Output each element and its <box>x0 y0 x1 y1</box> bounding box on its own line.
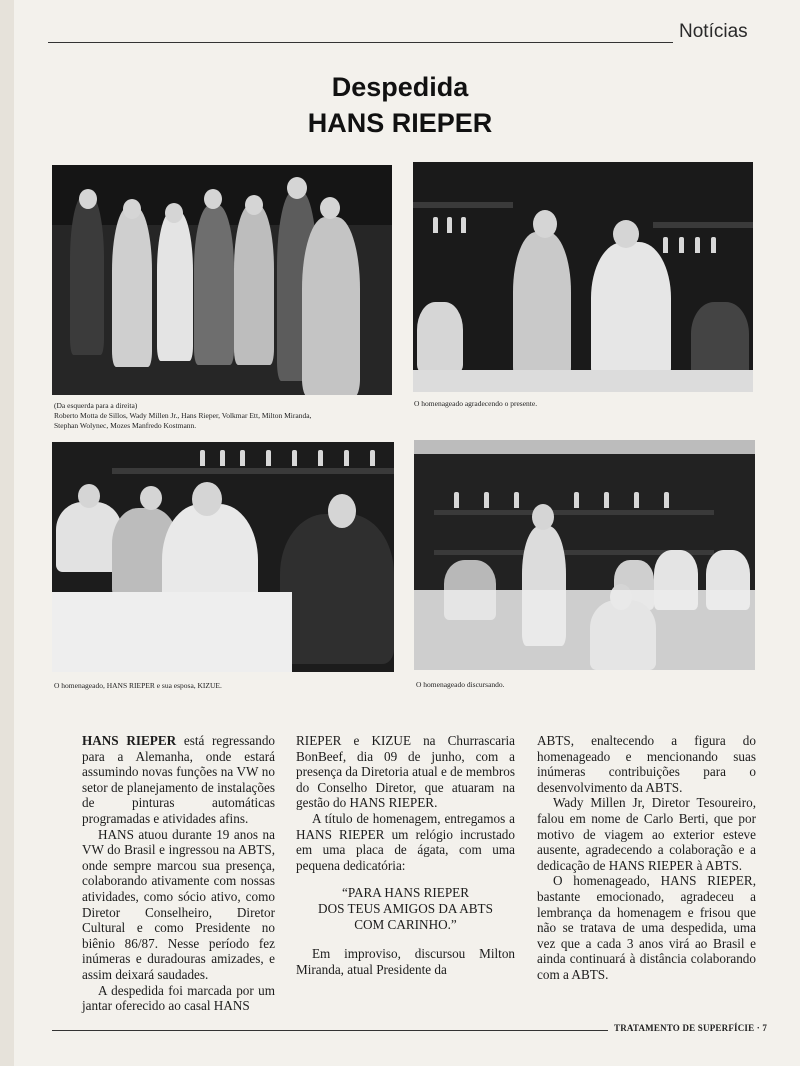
paragraph: HANS atuou durante 19 anos na VW do Brasil e ingressou na ABTS, onde sempre marcou sua presença, colaborando ativamente com nossas atividades, como sócio ativo, como Diretor Conselheiro, Diretor Cultural e como Presidente no biênio 86/87. Nesse período fez inúmeras e duradouras amizades, e assim deixará saudades. <box>82 826 275 982</box>
header-rule <box>48 42 673 43</box>
quote-line: DOS TEUS AMIGOS DA ABTS <box>318 900 493 916</box>
page-edge <box>0 0 14 1066</box>
article-column-3 <box>537 733 756 983</box>
footer-rule <box>52 1030 608 1031</box>
lead-name: HANS RIEPER <box>82 733 177 748</box>
photo-handshake <box>413 162 753 392</box>
paragraph: A título de homenagem, entregamos a HANS RIEPER um relógio incrustado em uma placa de ágata, com uma pequena dedicatória: <box>296 810 515 873</box>
photo-handshake-caption: O homenageado agradecendo o presente. <box>414 399 538 408</box>
paragraph-text: está regressando para a Alemanha, onde estará assumindo novas funções na VW no setor de planejamento de instalações de pinturas automáticas programadas e atividades afins. <box>82 733 276 826</box>
paragraph: RIEPER e KIZUE na Churrascaria BonBeef, dia 09 de junho, com a presença da Diretoria atual e de membros do Conselho Diretor, que atuaram na gestão do HANS RIEPER. <box>296 733 515 811</box>
page-footer: TRATAMENTO DE SUPERFÍCIE · 7 <box>614 1023 768 1033</box>
photo-couple <box>52 442 394 672</box>
quote-line: COM CARINHO.” <box>354 916 457 932</box>
article-column-2 <box>296 733 515 977</box>
section-label: Notícias <box>679 21 748 42</box>
photo-group <box>52 165 392 395</box>
photo-couple-caption: O homenageado, HANS RIEPER e sua esposa, KIZUE. <box>54 681 222 690</box>
caption-line: Stephan Wolynec, Mozes Manfredo Kostmann. <box>54 421 197 430</box>
photo-group-caption <box>54 401 394 431</box>
dedication-quote <box>296 885 515 932</box>
paragraph: A despedida foi marcada por um jantar oferecido ao casal HANS <box>82 982 275 1014</box>
article-title: Despedida <box>331 72 469 102</box>
caption-line: Roberto Motta de Sillos, Wady Millen Jr., Hans Rieper, Volkmar Ett, Milton Miranda, <box>54 411 312 420</box>
paragraph: Em improviso, discursou Milton Miranda, atual Presidente da <box>296 946 515 977</box>
paragraph: ABTS, enaltecendo a figura do homenageado e mencionando suas inúmeras contribuições para o desenvolvimento da ABTS. <box>537 733 756 795</box>
photo-speech-caption: O homenageado discursando. <box>416 680 505 689</box>
article-subtitle: HANS RIEPER <box>307 108 493 138</box>
paragraph <box>82 733 275 827</box>
caption-line: (Da esquerda para a direita) <box>54 401 138 410</box>
paragraph: O homenageado, HANS RIEPER, bastante emocionado, agradeceu a lembrança da homenagem e frisou que não se tratava de uma despedida, uma vez que a cada 3 anos virá ao Brasil e ainda continuará à distância colaborando com a ABTS. <box>537 873 756 982</box>
paragraph: Wady Millen Jr, Diretor Tesoureiro, falou em nome de Carlo Berti, que por motivo de viagem ao exterior esteve ausente, agradecendo a colaboração e a dedicação de HANS RIEPER à ABTS. <box>537 795 756 873</box>
quote-line: “PARA HANS RIEPER <box>341 885 470 901</box>
photo-speech <box>414 440 755 670</box>
article-column-1 <box>82 733 275 1014</box>
